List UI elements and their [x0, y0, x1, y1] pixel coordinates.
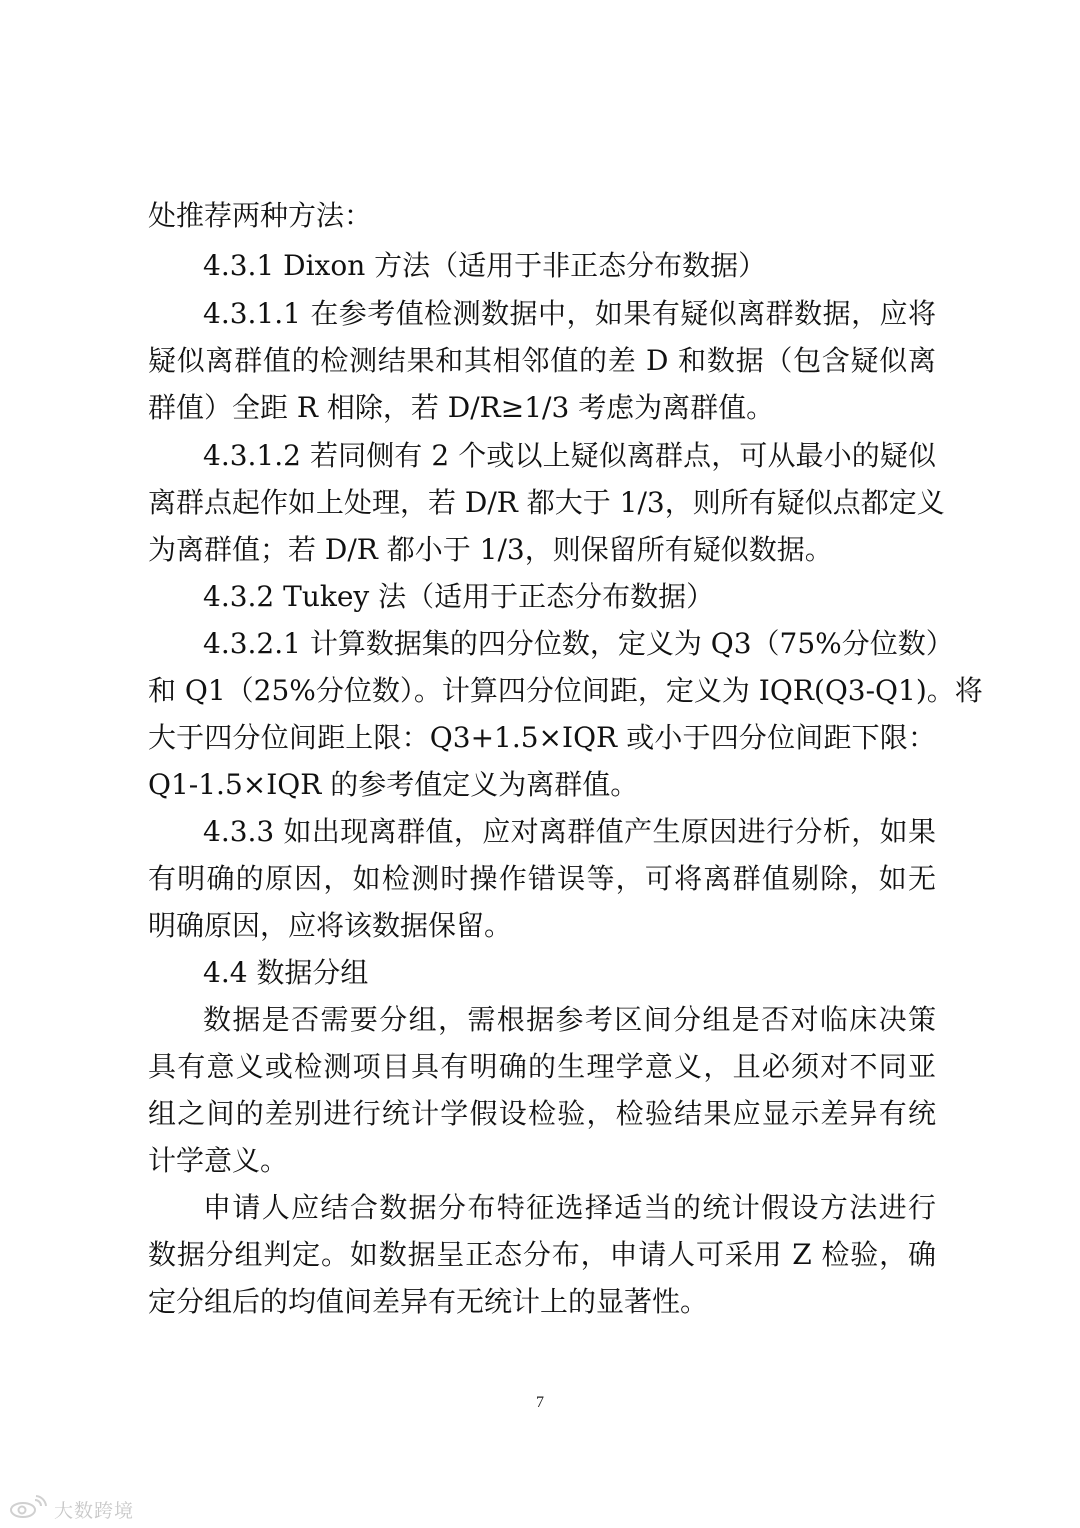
- text-line: 群值）全距 R 相除，若 D/R≥1/3 考虑为离群值。: [148, 391, 775, 424]
- weibo-logo-icon: [8, 1495, 48, 1523]
- text-line: 疑似离群值的检测结果和其相邻值的差 D 和数据（包含疑似离: [148, 344, 936, 377]
- text-line: 计学意义。: [148, 1144, 289, 1177]
- text-line: 组之间的差别进行统计学假设检验，检验结果应显示差异有统: [148, 1097, 936, 1130]
- text-line: 4.3.1 Dixon 方法（适用于非正态分布数据）: [203, 249, 767, 282]
- section-heading: 4.4 数据分组: [203, 956, 369, 989]
- text-line: 有明确的原因，如检测时操作错误等，可将离群值剔除，如无: [148, 862, 936, 895]
- text-line: 具有意义或检测项目具有明确的生理学意义，且必须对不同亚: [148, 1050, 936, 1083]
- text-line: 大于四分位间距上限：Q3+1.5×IQR 或小于四分位间距下限：: [148, 721, 936, 754]
- text-line: 4.3.2 Tukey 法（适用于正态分布数据）: [203, 580, 715, 613]
- text-line: 数据分组判定。如数据呈正态分布，申请人可采用 Z 检验，确: [148, 1238, 936, 1271]
- text-line: 4.3.1.1 在参考值检测数据中，如果有疑似离群数据，应将: [203, 297, 936, 330]
- text-line: 4.3.1.2 若同侧有 2 个或以上疑似离群点，可从最小的疑似: [203, 439, 936, 472]
- text-line: 处推荐两种方法：: [148, 199, 373, 232]
- text-line: 和 Q1（25%分位数）。计算四分位间距，定义为 IQR(Q3-Q1)。将: [148, 674, 983, 707]
- text-line: 离群点起作如上处理，若 D/R 都大于 1/3，则所有疑似点都定义: [148, 486, 945, 519]
- text-line: 4.3.3 如出现离群值，应对离群值产生原因进行分析，如果: [203, 815, 936, 848]
- text-line: 4.3.2.1 计算数据集的四分位数，定义为 Q3（75%分位数）: [203, 627, 954, 660]
- text-line: 定分组后的均值间差异有无统计上的显著性。: [148, 1285, 709, 1318]
- text-line: 数据是否需要分组，需根据参考区间分组是否对临床决策: [203, 1003, 936, 1036]
- text-line: Q1-1.5×IQR 的参考值定义为离群值。: [148, 768, 639, 801]
- text-line: 明确原因，应将该数据保留。: [148, 909, 513, 942]
- watermark: [8, 1496, 134, 1522]
- text-line: 为离群值；若 D/R 都小于 1/3，则保留所有疑似数据。: [148, 533, 833, 566]
- page-number: 7: [536, 1394, 544, 1411]
- text-line: 申请人应结合数据分布特征选择适当的统计假设方法进行: [203, 1191, 936, 1224]
- watermark-text: 大数跨境: [54, 1499, 135, 1522]
